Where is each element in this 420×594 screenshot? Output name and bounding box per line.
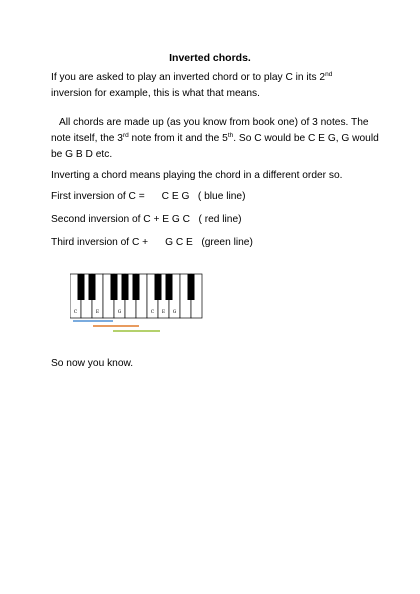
black-key [188, 274, 195, 300]
closing-line: So now you know. [51, 358, 134, 369]
black-key [122, 274, 129, 300]
first-inversion-line: First inversion of C = C E G ( blue line) [51, 191, 246, 202]
key-label: E [161, 310, 166, 315]
black-key [111, 274, 118, 300]
black-key [78, 274, 85, 300]
paragraph-chords-text-2: note from it and the 5 [128, 133, 228, 144]
black-key [155, 274, 162, 300]
key-label: C [150, 310, 155, 315]
black-key [89, 274, 96, 300]
black-key [133, 274, 140, 300]
superscript-nd: nd [325, 71, 333, 78]
document-title: Inverted chords. [169, 52, 251, 64]
key-label: C [73, 310, 78, 315]
black-key [166, 274, 173, 300]
key-label: E [95, 310, 100, 315]
second-inversion-line: Second inversion of C + E G C ( red line) [51, 214, 242, 225]
paragraph-intro [51, 70, 381, 102]
paragraph-intro-text: If you are asked to play an inverted chord or to play C in its 2 [51, 72, 326, 83]
key-label: G [117, 310, 122, 315]
third-inversion-line: Third inversion of C + G C E (green line) [51, 237, 253, 248]
paragraph-chords-text-3: . So C would be C E G, G would be G B D etc. [51, 133, 379, 160]
paragraph-inverting: Inverting a chord means playing the chord in a different order so. [51, 170, 343, 181]
paragraph-chords-text-1: All chords are made up (as you know from book one) of 3 notes. The note itself, the 3 [51, 117, 369, 144]
superscript-th: th [227, 132, 234, 139]
paragraph-chords [51, 115, 381, 163]
paragraph-intro-text-2: inversion for example, this is what that means. [51, 88, 260, 99]
superscript-rd: rd [122, 132, 129, 139]
key-label: G [172, 310, 177, 315]
piano-keyboard-illustration [70, 270, 210, 335]
